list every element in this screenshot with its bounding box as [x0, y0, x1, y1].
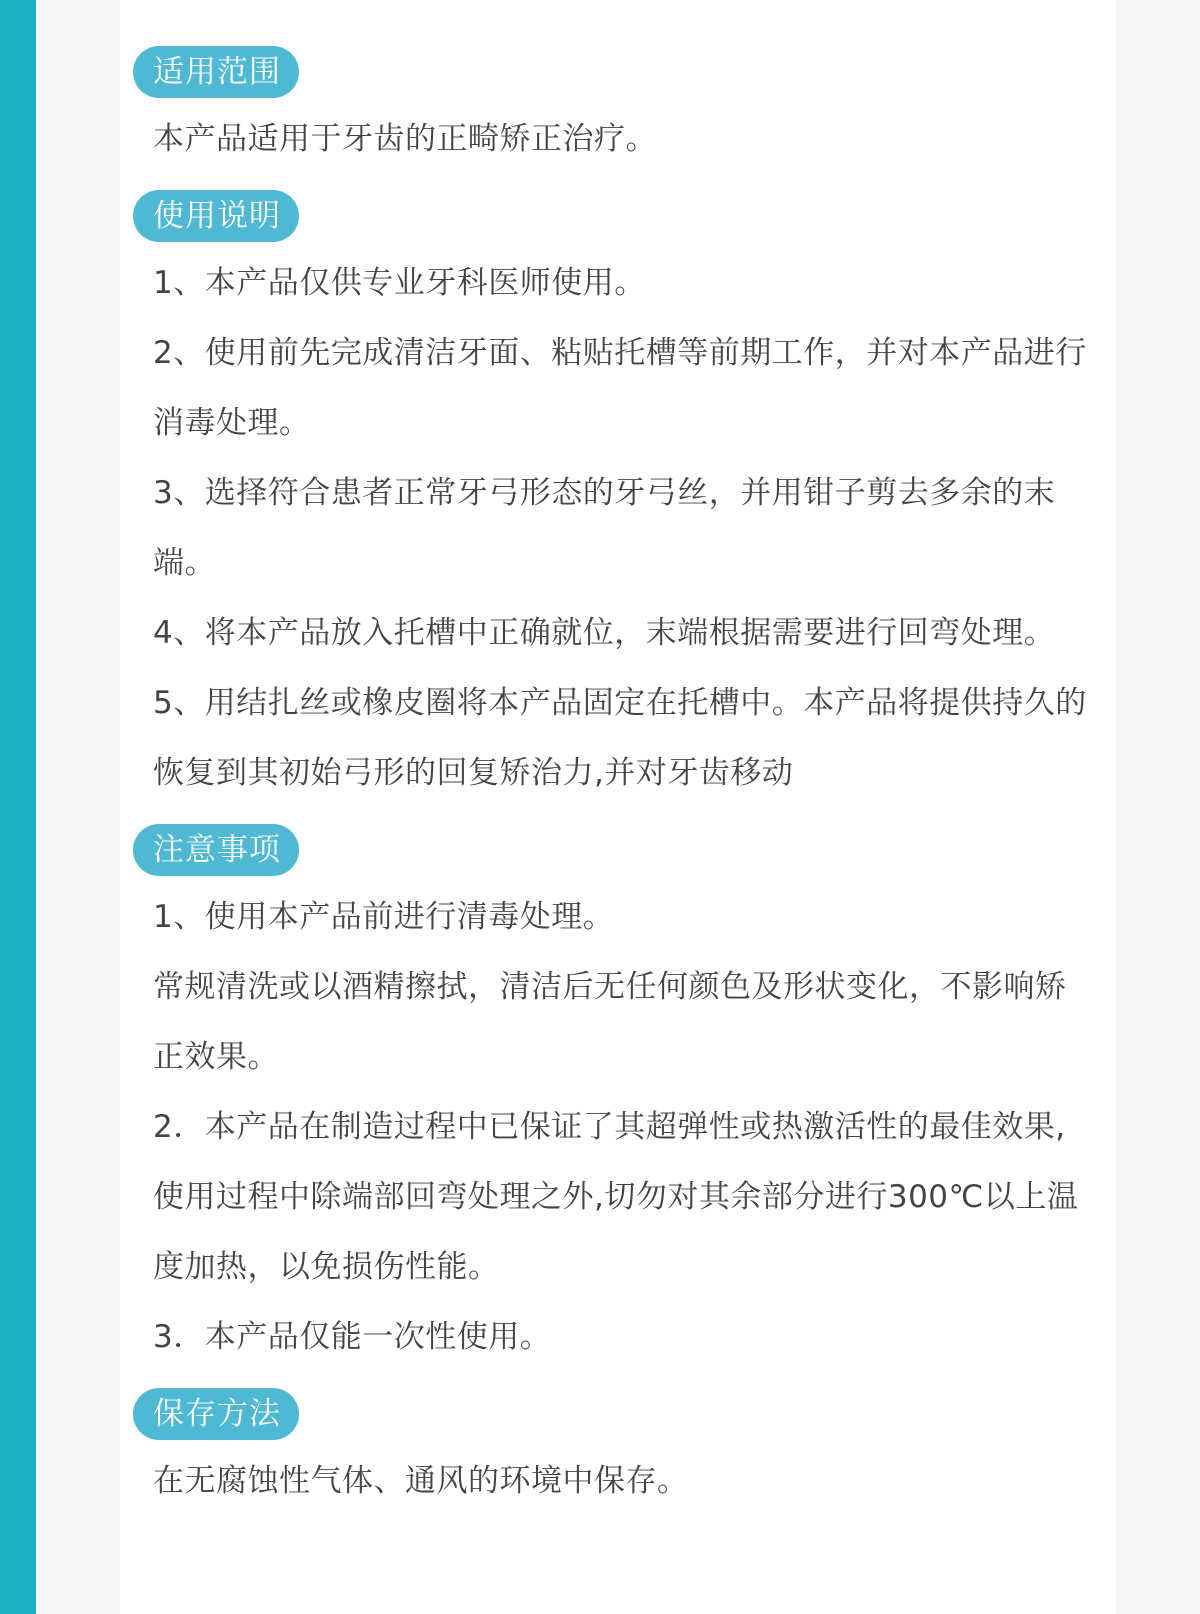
- section-title-scope: 适用范围: [133, 46, 299, 98]
- usage-item-4: 4、将本产品放入托槽中正确就位，末端根据需要进行回弯处理。: [153, 615, 1056, 651]
- section-usage: [133, 190, 1093, 808]
- instructions-content: [133, 46, 1093, 1516]
- storage-text: 在无腐蚀性气体、通风的环境中保存。: [153, 1463, 689, 1499]
- notes-item-1: 1、使用本产品前进行清毒处理。: [153, 899, 615, 935]
- left-accent-bar: [0, 0, 36, 1614]
- section-title-usage: 使用说明: [133, 190, 299, 242]
- section-title-storage: 保存方法: [133, 1388, 299, 1440]
- notes-item-3: 3．本产品仅能一次性使用。: [153, 1319, 552, 1355]
- section-scope: [133, 46, 1093, 174]
- section-notes: [133, 824, 1093, 1372]
- notes-item-2: 2．本产品在制造过程中已保证了其超弹性或热激活性的最佳效果,使用过程中除端部回弯处理之外,切勿对其余部分进行300℃以上温度加热，以免损伤性能。: [153, 1109, 1079, 1285]
- section-title-notes: 注意事项: [133, 824, 299, 876]
- usage-item-5: 5、用结扎丝或橡皮圈将本产品固定在托槽中。本产品将提供持久的恢复到其初始弓形的回复矫治力,并对牙齿移动: [153, 685, 1087, 791]
- usage-item-1: 1、本产品仅供专业牙科医师使用。: [153, 265, 646, 301]
- usage-item-2: 2、使用前先完成清洁牙面、粘贴托槽等前期工作，并对本产品进行消毒处理。: [153, 335, 1087, 441]
- usage-item-3: 3、选择符合患者正常牙弓形态的牙弓丝，并用钳子剪去多余的末端。: [153, 475, 1056, 581]
- scope-text: 本产品适用于牙齿的正畸矫正治疗。: [153, 121, 657, 157]
- notes-item-1-detail: 常规清洗或以酒精擦拭，清洁后无任何颜色及形状变化，不影响矫正效果。: [153, 969, 1067, 1075]
- section-storage: [133, 1388, 1093, 1516]
